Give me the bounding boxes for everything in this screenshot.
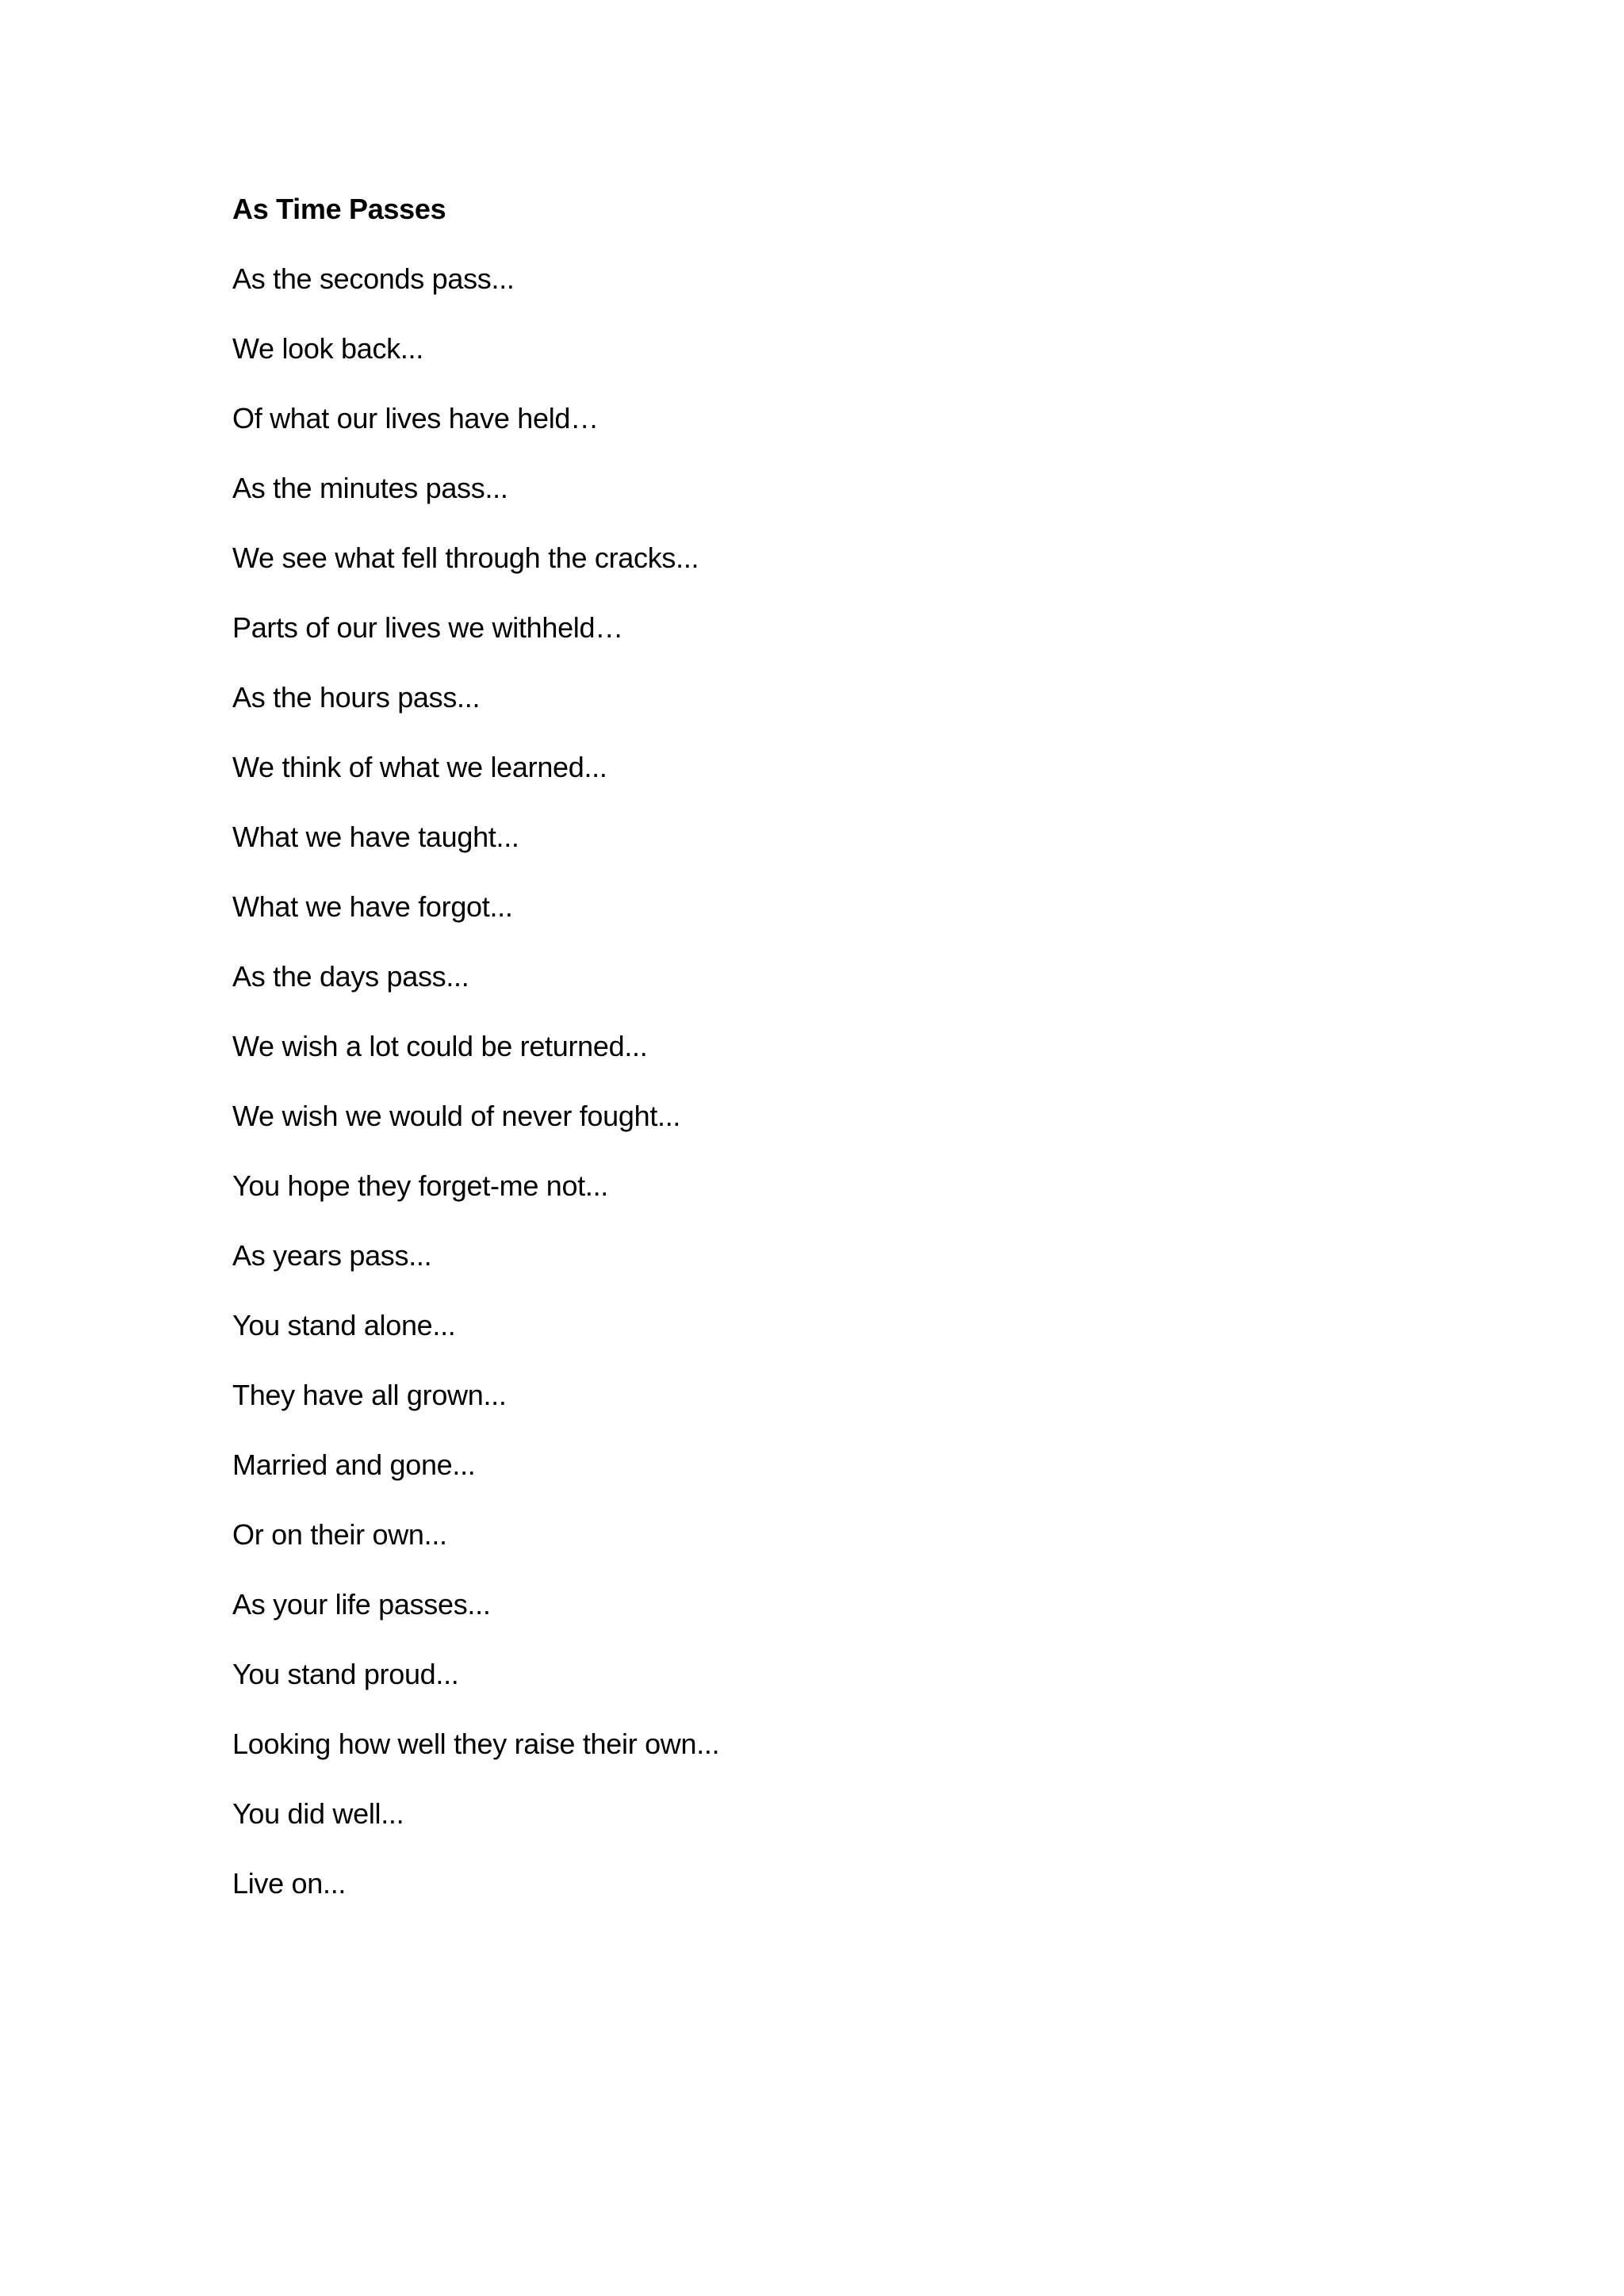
poem-line: As your life passes... [232,1588,491,1621]
poem-line: We see what fell through the cracks... [232,541,699,574]
poem-line: Live on... [232,1867,347,1900]
poem-line: You did well... [232,1797,404,1830]
poem [232,190,1422,1934]
poem-line: As the seconds pass... [232,262,515,295]
poem-line: As years pass... [232,1239,432,1272]
poem-line: Parts of our lives we withheld… [232,611,623,644]
poem-line: Married and gone... [232,1448,476,1481]
poem-line: What we have forgot... [232,890,513,923]
poem-line: Or on their own... [232,1518,447,1551]
poem-line: Looking how well they raise their own... [232,1728,720,1760]
poem-line: You hope they forget-me not... [232,1169,608,1202]
poem-line: As the hours pass... [232,681,481,714]
poem-line: We wish a lot could be returned... [232,1030,648,1062]
poem-line: They have all grown... [232,1379,507,1411]
poem-line: You stand proud... [232,1658,459,1690]
poem-line: You stand alone... [232,1309,456,1341]
poem-line: We wish we would of never fought... [232,1100,681,1132]
poem-title: As Time Passes [232,193,446,225]
poem-line: As the days pass... [232,960,469,993]
poem-line: We look back... [232,332,423,365]
poem-line: What we have taught... [232,821,519,853]
poem-line: As the minutes pass... [232,472,508,504]
poem-line: Of what our lives have held… [232,402,599,434]
poem-line: We think of what we learned... [232,751,607,783]
